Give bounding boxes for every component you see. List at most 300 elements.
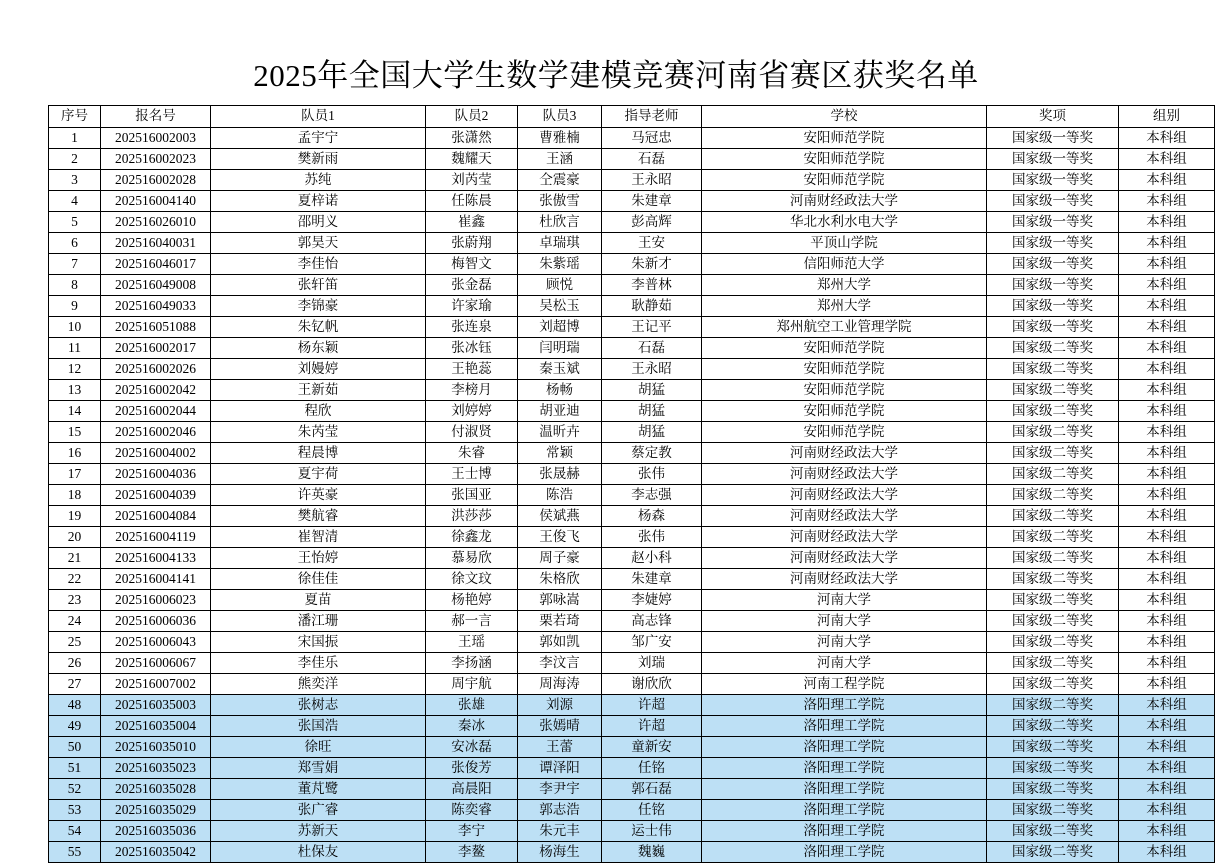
cell-col-advisor: 杨森 <box>602 506 702 527</box>
cell-col-member1: 朱钇帆 <box>211 317 426 338</box>
cell-col-index: 49 <box>49 716 101 737</box>
cell-col-member2: 李宁 <box>426 821 518 842</box>
table-row <box>49 401 1215 422</box>
cell-col-group: 本科组 <box>1119 758 1215 779</box>
table-row <box>49 842 1215 863</box>
cell-col-registration: 202516051088 <box>101 317 211 338</box>
header-col-school: 学校 <box>702 106 987 128</box>
cell-col-registration: 202516049033 <box>101 296 211 317</box>
cell-col-registration: 202516006023 <box>101 590 211 611</box>
cell-col-member1: 郭昊天 <box>211 233 426 254</box>
cell-col-member1: 程晨博 <box>211 443 426 464</box>
cell-col-index: 12 <box>49 359 101 380</box>
cell-col-award: 国家级二等奖 <box>987 737 1119 758</box>
cell-col-member3: 杨海生 <box>518 842 602 863</box>
cell-col-award: 国家级二等奖 <box>987 569 1119 590</box>
cell-col-member2: 洪莎莎 <box>426 506 518 527</box>
cell-col-member2: 徐文玟 <box>426 569 518 590</box>
cell-col-index: 6 <box>49 233 101 254</box>
cell-col-index: 11 <box>49 338 101 359</box>
cell-col-advisor: 邹广安 <box>602 632 702 653</box>
cell-col-member1: 朱芮莹 <box>211 422 426 443</box>
cell-col-group: 本科组 <box>1119 485 1215 506</box>
table-row <box>49 527 1215 548</box>
cell-col-advisor: 李婕婷 <box>602 590 702 611</box>
cell-col-member2: 李扬涵 <box>426 653 518 674</box>
cell-col-member2: 张潇然 <box>426 128 518 149</box>
cell-col-member1: 张树志 <box>211 695 426 716</box>
cell-col-member1: 李锦豪 <box>211 296 426 317</box>
cell-col-school: 河南财经政法大学 <box>702 191 987 212</box>
cell-col-member3: 郭志浩 <box>518 800 602 821</box>
cell-col-group: 本科组 <box>1119 443 1215 464</box>
cell-col-index: 25 <box>49 632 101 653</box>
cell-col-index: 27 <box>49 674 101 695</box>
cell-col-school: 洛阳理工学院 <box>702 800 987 821</box>
cell-col-member2: 任陈晨 <box>426 191 518 212</box>
cell-col-group: 本科组 <box>1119 653 1215 674</box>
cell-col-advisor: 谢欣欣 <box>602 674 702 695</box>
cell-col-member1: 徐旺 <box>211 737 426 758</box>
cell-col-award: 国家级二等奖 <box>987 506 1119 527</box>
cell-col-registration: 202516004141 <box>101 569 211 590</box>
cell-col-member2: 魏耀天 <box>426 149 518 170</box>
cell-col-member3: 顾悦 <box>518 275 602 296</box>
cell-col-school: 河南大学 <box>702 590 987 611</box>
cell-col-member2: 张蔚翔 <box>426 233 518 254</box>
cell-col-registration: 202516004140 <box>101 191 211 212</box>
cell-col-advisor: 运士伟 <box>602 821 702 842</box>
table-row <box>49 275 1215 296</box>
cell-col-member3: 栗若琦 <box>518 611 602 632</box>
cell-col-group: 本科组 <box>1119 821 1215 842</box>
cell-col-member2: 安冰磊 <box>426 737 518 758</box>
cell-col-school: 郑州大学 <box>702 296 987 317</box>
cell-col-group: 本科组 <box>1119 296 1215 317</box>
cell-col-school: 洛阳理工学院 <box>702 842 987 863</box>
cell-col-member1: 郑雪娟 <box>211 758 426 779</box>
cell-col-advisor: 许超 <box>602 716 702 737</box>
cell-col-member2: 张金磊 <box>426 275 518 296</box>
cell-col-member2: 张连泉 <box>426 317 518 338</box>
cell-col-member3: 张晟赫 <box>518 464 602 485</box>
table-row <box>49 338 1215 359</box>
table-row <box>49 149 1215 170</box>
cell-col-school: 河南大学 <box>702 632 987 653</box>
cell-col-member2: 张雄 <box>426 695 518 716</box>
cell-col-member3: 陈浩 <box>518 485 602 506</box>
cell-col-group: 本科组 <box>1119 149 1215 170</box>
cell-col-member1: 苏纯 <box>211 170 426 191</box>
table-row <box>49 695 1215 716</box>
cell-col-index: 23 <box>49 590 101 611</box>
table-row <box>49 506 1215 527</box>
cell-col-registration: 202516007002 <box>101 674 211 695</box>
cell-col-member2: 王瑶 <box>426 632 518 653</box>
cell-col-school: 郑州航空工业管理学院 <box>702 317 987 338</box>
cell-col-registration: 202516040031 <box>101 233 211 254</box>
cell-col-group: 本科组 <box>1119 317 1215 338</box>
cell-col-member2: 刘婷婷 <box>426 401 518 422</box>
table-row <box>49 191 1215 212</box>
cell-col-member3: 周海涛 <box>518 674 602 695</box>
cell-col-member3: 杨畅 <box>518 380 602 401</box>
cell-col-school: 河南大学 <box>702 611 987 632</box>
cell-col-index: 18 <box>49 485 101 506</box>
cell-col-advisor: 朱建章 <box>602 191 702 212</box>
cell-col-advisor: 张伟 <box>602 464 702 485</box>
cell-col-group: 本科组 <box>1119 527 1215 548</box>
cell-col-member1: 程欣 <box>211 401 426 422</box>
cell-col-member1: 张广睿 <box>211 800 426 821</box>
cell-col-school: 安阳师范学院 <box>702 422 987 443</box>
cell-col-member1: 熊奕洋 <box>211 674 426 695</box>
cell-col-advisor: 王安 <box>602 233 702 254</box>
cell-col-group: 本科组 <box>1119 800 1215 821</box>
cell-col-member2: 李鳌 <box>426 842 518 863</box>
cell-col-award: 国家级二等奖 <box>987 632 1119 653</box>
cell-col-index: 21 <box>49 548 101 569</box>
table-row <box>49 548 1215 569</box>
cell-col-advisor: 蔡定教 <box>602 443 702 464</box>
header-col-group: 组别 <box>1119 106 1215 128</box>
cell-col-member1: 邵明义 <box>211 212 426 233</box>
cell-col-member1: 杨东颖 <box>211 338 426 359</box>
cell-col-group: 本科组 <box>1119 275 1215 296</box>
header-col-member1: 队员1 <box>211 106 426 128</box>
cell-col-school: 安阳师范学院 <box>702 128 987 149</box>
cell-col-advisor: 朱建章 <box>602 569 702 590</box>
cell-col-member3: 谭泽阳 <box>518 758 602 779</box>
cell-col-school: 河南财经政法大学 <box>702 548 987 569</box>
cell-col-member3: 秦玉斌 <box>518 359 602 380</box>
cell-col-award: 国家级二等奖 <box>987 464 1119 485</box>
cell-col-index: 48 <box>49 695 101 716</box>
cell-col-school: 河南财经政法大学 <box>702 443 987 464</box>
cell-col-member1: 杜保友 <box>211 842 426 863</box>
cell-col-school: 河南工程学院 <box>702 674 987 695</box>
cell-col-award: 国家级一等奖 <box>987 296 1119 317</box>
cell-col-index: 14 <box>49 401 101 422</box>
table-body <box>49 128 1215 863</box>
cell-col-group: 本科组 <box>1119 548 1215 569</box>
cell-col-advisor: 石磊 <box>602 338 702 359</box>
cell-col-index: 17 <box>49 464 101 485</box>
table-row <box>49 569 1215 590</box>
table-header <box>49 106 1215 128</box>
table-row <box>49 632 1215 653</box>
cell-col-advisor: 王永昭 <box>602 170 702 191</box>
cell-col-member3: 郭咏嵩 <box>518 590 602 611</box>
cell-col-award: 国家级二等奖 <box>987 695 1119 716</box>
cell-col-school: 安阳师范学院 <box>702 170 987 191</box>
cell-col-member1: 夏苗 <box>211 590 426 611</box>
cell-col-registration: 202516002017 <box>101 338 211 359</box>
cell-col-index: 3 <box>49 170 101 191</box>
cell-col-award: 国家级二等奖 <box>987 380 1119 401</box>
cell-col-member3: 刘源 <box>518 695 602 716</box>
cell-col-advisor: 李普林 <box>602 275 702 296</box>
cell-col-advisor: 任铭 <box>602 800 702 821</box>
table-row <box>49 716 1215 737</box>
cell-col-member2: 郝一言 <box>426 611 518 632</box>
cell-col-advisor: 童新安 <box>602 737 702 758</box>
cell-col-advisor: 魏巍 <box>602 842 702 863</box>
cell-col-advisor: 马冠忠 <box>602 128 702 149</box>
cell-col-member1: 张轩笛 <box>211 275 426 296</box>
table-row <box>49 737 1215 758</box>
cell-col-school: 洛阳理工学院 <box>702 758 987 779</box>
cell-col-index: 2 <box>49 149 101 170</box>
cell-col-member2: 李榜月 <box>426 380 518 401</box>
cell-col-member2: 张俊芳 <box>426 758 518 779</box>
table-row <box>49 611 1215 632</box>
cell-col-index: 54 <box>49 821 101 842</box>
cell-col-award: 国家级二等奖 <box>987 443 1119 464</box>
cell-col-member2: 秦冰 <box>426 716 518 737</box>
table-row <box>49 590 1215 611</box>
cell-col-registration: 202516004002 <box>101 443 211 464</box>
cell-col-index: 7 <box>49 254 101 275</box>
cell-col-member1: 夏宇荷 <box>211 464 426 485</box>
cell-col-registration: 202516002042 <box>101 380 211 401</box>
cell-col-member3: 胡亚迪 <box>518 401 602 422</box>
cell-col-registration: 202516002046 <box>101 422 211 443</box>
header-col-index: 序号 <box>49 106 101 128</box>
cell-col-group: 本科组 <box>1119 506 1215 527</box>
cell-col-member2: 杨艳婷 <box>426 590 518 611</box>
cell-col-school: 安阳师范学院 <box>702 401 987 422</box>
cell-col-registration: 202516002028 <box>101 170 211 191</box>
cell-col-advisor: 彭高辉 <box>602 212 702 233</box>
cell-col-member1: 樊新雨 <box>211 149 426 170</box>
cell-col-group: 本科组 <box>1119 590 1215 611</box>
cell-col-index: 22 <box>49 569 101 590</box>
table-container <box>0 105 1232 863</box>
cell-col-registration: 202516026010 <box>101 212 211 233</box>
cell-col-member2: 周宇航 <box>426 674 518 695</box>
cell-col-award: 国家级二等奖 <box>987 821 1119 842</box>
cell-col-school: 洛阳理工学院 <box>702 779 987 800</box>
cell-col-advisor: 石磊 <box>602 149 702 170</box>
cell-col-member2: 慕易欣 <box>426 548 518 569</box>
cell-col-group: 本科组 <box>1119 359 1215 380</box>
cell-col-group: 本科组 <box>1119 401 1215 422</box>
cell-col-advisor: 王永昭 <box>602 359 702 380</box>
table-row <box>49 779 1215 800</box>
cell-col-group: 本科组 <box>1119 632 1215 653</box>
cell-col-registration: 202516002003 <box>101 128 211 149</box>
cell-col-award: 国家级一等奖 <box>987 275 1119 296</box>
cell-col-registration: 202516035003 <box>101 695 211 716</box>
cell-col-registration: 202516004119 <box>101 527 211 548</box>
cell-col-award: 国家级二等奖 <box>987 548 1119 569</box>
cell-col-member1: 李佳乐 <box>211 653 426 674</box>
header-col-advisor: 指导老师 <box>602 106 702 128</box>
cell-col-member3: 吴松玉 <box>518 296 602 317</box>
cell-col-group: 本科组 <box>1119 695 1215 716</box>
cell-col-index: 26 <box>49 653 101 674</box>
cell-col-member3: 卓瑞琪 <box>518 233 602 254</box>
cell-col-member1: 宋国振 <box>211 632 426 653</box>
cell-col-award: 国家级一等奖 <box>987 254 1119 275</box>
cell-col-member3: 仝震豪 <box>518 170 602 191</box>
cell-col-award: 国家级一等奖 <box>987 212 1119 233</box>
cell-col-member3: 侯斌燕 <box>518 506 602 527</box>
cell-col-member3: 张傲雪 <box>518 191 602 212</box>
cell-col-member3: 王蕾 <box>518 737 602 758</box>
cell-col-member3: 刘超博 <box>518 317 602 338</box>
cell-col-award: 国家级二等奖 <box>987 653 1119 674</box>
cell-col-registration: 202516002026 <box>101 359 211 380</box>
cell-col-school: 洛阳理工学院 <box>702 716 987 737</box>
cell-col-index: 55 <box>49 842 101 863</box>
cell-col-award: 国家级二等奖 <box>987 485 1119 506</box>
cell-col-member1: 徐佳佳 <box>211 569 426 590</box>
cell-col-member1: 潘江珊 <box>211 611 426 632</box>
cell-col-award: 国家级二等奖 <box>987 779 1119 800</box>
cell-col-member1: 樊航睿 <box>211 506 426 527</box>
cell-col-member2: 陈奕睿 <box>426 800 518 821</box>
cell-col-school: 安阳师范学院 <box>702 149 987 170</box>
cell-col-member2: 高晨阳 <box>426 779 518 800</box>
table-row <box>49 380 1215 401</box>
table-row <box>49 485 1215 506</box>
cell-col-registration: 202516004084 <box>101 506 211 527</box>
cell-col-index: 4 <box>49 191 101 212</box>
cell-col-registration: 202516035028 <box>101 779 211 800</box>
cell-col-member2: 崔鑫 <box>426 212 518 233</box>
cell-col-advisor: 胡猛 <box>602 422 702 443</box>
cell-col-index: 51 <box>49 758 101 779</box>
cell-col-award: 国家级二等奖 <box>987 359 1119 380</box>
cell-col-group: 本科组 <box>1119 569 1215 590</box>
cell-col-index: 50 <box>49 737 101 758</box>
table-row <box>49 674 1215 695</box>
cell-col-group: 本科组 <box>1119 254 1215 275</box>
cell-col-award: 国家级一等奖 <box>987 233 1119 254</box>
cell-col-advisor: 胡猛 <box>602 401 702 422</box>
cell-col-registration: 202516035010 <box>101 737 211 758</box>
table-row <box>49 212 1215 233</box>
cell-col-index: 5 <box>49 212 101 233</box>
cell-col-member3: 王涵 <box>518 149 602 170</box>
cell-col-member2: 王艳蕊 <box>426 359 518 380</box>
table-row <box>49 653 1215 674</box>
cell-col-school: 安阳师范学院 <box>702 338 987 359</box>
cell-col-advisor: 李志强 <box>602 485 702 506</box>
cell-col-member3: 王俊飞 <box>518 527 602 548</box>
cell-col-award: 国家级二等奖 <box>987 674 1119 695</box>
cell-col-index: 10 <box>49 317 101 338</box>
cell-col-member1: 苏新天 <box>211 821 426 842</box>
cell-col-member3: 李汶言 <box>518 653 602 674</box>
cell-col-member1: 孟宇宁 <box>211 128 426 149</box>
cell-col-award: 国家级一等奖 <box>987 128 1119 149</box>
cell-col-registration: 202516035029 <box>101 800 211 821</box>
cell-col-registration: 202516049008 <box>101 275 211 296</box>
table-row <box>49 758 1215 779</box>
cell-col-award: 国家级二等奖 <box>987 611 1119 632</box>
cell-col-group: 本科组 <box>1119 191 1215 212</box>
cell-col-registration: 202516035042 <box>101 842 211 863</box>
cell-col-award: 国家级二等奖 <box>987 842 1119 863</box>
cell-col-award: 国家级二等奖 <box>987 527 1119 548</box>
cell-col-school: 洛阳理工学院 <box>702 695 987 716</box>
cell-col-member3: 周子豪 <box>518 548 602 569</box>
table-row <box>49 800 1215 821</box>
cell-col-school: 安阳师范学院 <box>702 380 987 401</box>
cell-col-registration: 202516004133 <box>101 548 211 569</box>
award-table <box>48 105 1215 863</box>
cell-col-member3: 杜欣言 <box>518 212 602 233</box>
cell-col-member1: 夏梓诺 <box>211 191 426 212</box>
cell-col-award: 国家级二等奖 <box>987 338 1119 359</box>
cell-col-index: 52 <box>49 779 101 800</box>
cell-col-member1: 张国浩 <box>211 716 426 737</box>
cell-col-award: 国家级二等奖 <box>987 422 1119 443</box>
cell-col-group: 本科组 <box>1119 842 1215 863</box>
cell-col-index: 24 <box>49 611 101 632</box>
cell-col-award: 国家级二等奖 <box>987 716 1119 737</box>
table-row <box>49 296 1215 317</box>
cell-col-group: 本科组 <box>1119 380 1215 401</box>
header-col-award: 奖项 <box>987 106 1119 128</box>
cell-col-school: 河南财经政法大学 <box>702 506 987 527</box>
cell-col-member3: 常颖 <box>518 443 602 464</box>
cell-col-index: 16 <box>49 443 101 464</box>
cell-col-registration: 202516046017 <box>101 254 211 275</box>
cell-col-group: 本科组 <box>1119 716 1215 737</box>
cell-col-member3: 张嫣晴 <box>518 716 602 737</box>
cell-col-index: 13 <box>49 380 101 401</box>
cell-col-index: 8 <box>49 275 101 296</box>
cell-col-index: 15 <box>49 422 101 443</box>
cell-col-school: 洛阳理工学院 <box>702 821 987 842</box>
table-row <box>49 422 1215 443</box>
cell-col-advisor: 许超 <box>602 695 702 716</box>
cell-col-school: 郑州大学 <box>702 275 987 296</box>
cell-col-group: 本科组 <box>1119 674 1215 695</box>
cell-col-registration: 202516006036 <box>101 611 211 632</box>
cell-col-group: 本科组 <box>1119 212 1215 233</box>
cell-col-advisor: 刘瑞 <box>602 653 702 674</box>
cell-col-advisor: 任铭 <box>602 758 702 779</box>
cell-col-group: 本科组 <box>1119 422 1215 443</box>
cell-col-advisor: 郭石磊 <box>602 779 702 800</box>
cell-col-member2: 徐鑫龙 <box>426 527 518 548</box>
cell-col-member1: 刘嫚婷 <box>211 359 426 380</box>
cell-col-registration: 202516002023 <box>101 149 211 170</box>
cell-col-advisor: 耿静茹 <box>602 296 702 317</box>
cell-col-registration: 202516006043 <box>101 632 211 653</box>
cell-col-member2: 刘芮莹 <box>426 170 518 191</box>
cell-col-member3: 朱紫瑶 <box>518 254 602 275</box>
cell-col-member1: 李佳怡 <box>211 254 426 275</box>
cell-col-school: 信阳师范大学 <box>702 254 987 275</box>
cell-col-index: 53 <box>49 800 101 821</box>
page-title: 2025年全国大学生数学建模竞赛河南省赛区获奖名单 <box>253 58 979 93</box>
cell-col-advisor: 高志锋 <box>602 611 702 632</box>
cell-col-member2: 梅智文 <box>426 254 518 275</box>
cell-col-group: 本科组 <box>1119 779 1215 800</box>
cell-col-member3: 闫明瑞 <box>518 338 602 359</box>
cell-col-index: 19 <box>49 506 101 527</box>
cell-col-award: 国家级一等奖 <box>987 191 1119 212</box>
cell-col-group: 本科组 <box>1119 233 1215 254</box>
cell-col-registration: 202516004039 <box>101 485 211 506</box>
table-row <box>49 317 1215 338</box>
